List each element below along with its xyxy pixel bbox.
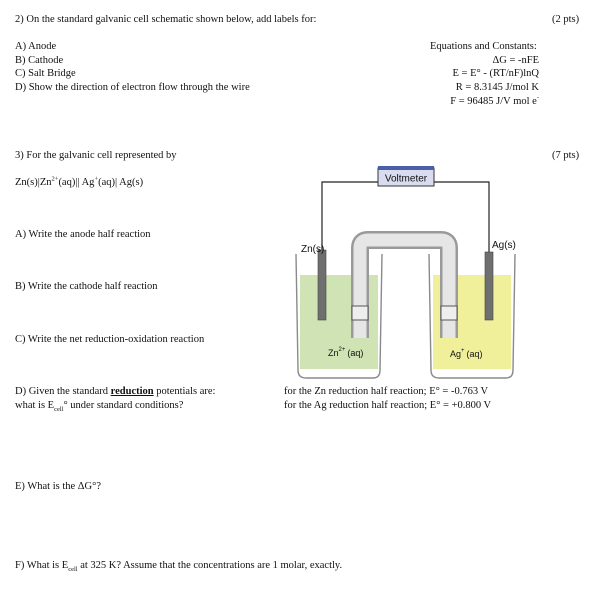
silver-electrode <box>485 252 493 320</box>
const-f: F = 96485 J/V mol e- <box>450 94 539 107</box>
zn-ion-label: $Zn^{2+}$ (aq) <box>328 347 364 358</box>
q3-part-f: F) What is $E_{cell}$ at 325 K? Assume that the concentrations are 1 molar, exactly. <box>15 560 343 574</box>
q2-item-a: A) Anode <box>15 41 57 52</box>
q2-prompt: 2) On the standard galvanic cell schematic shown below, add labels for: <box>15 14 317 25</box>
eq-nernst: E = E° - (RT/nF)lnQ <box>452 68 539 79</box>
zn-potential: for the Zn reduction half reaction; E° = -0.763 V <box>284 386 489 397</box>
zn-electrode-label: Zn(s) <box>301 244 325 255</box>
voltmeter-label: Voltmeter <box>384 173 428 185</box>
ag-ion-label: Ag+ (aq) <box>450 348 483 359</box>
q3-part-b: B) Write the cathode half reaction <box>15 281 158 292</box>
eq-gibbs: ΔG = -nFE <box>492 55 539 66</box>
left-bridge-plug <box>352 306 368 320</box>
ag-potential: for the Ag reduction half reaction; E° = +0.800 V <box>284 400 492 411</box>
q2-item-b: B) Cathode <box>15 55 64 66</box>
q2-item-c: C) Salt Bridge <box>15 68 76 79</box>
cell-notation: $Zn(s)|Zn^{2+}(aq)||$ Ag+(aq)| Ag(s) <box>15 175 144 188</box>
right-bridge-plug <box>441 306 457 320</box>
q3-part-d-line1: D) Given the standard reduction potentials are: <box>15 386 216 397</box>
q3-part-a: A) Write the anode half reaction <box>15 229 151 240</box>
q3-points: (7 pts) <box>552 150 580 161</box>
ag-electrode-label: Ag(s) <box>492 240 516 251</box>
galvanic-cell-diagram <box>290 160 530 385</box>
q2-points: (2 pts) <box>552 14 580 25</box>
const-r: R = 8.3145 J/mol K <box>455 82 539 93</box>
constants-title: Equations and Constants: <box>430 41 537 52</box>
q3-prompt: 3) For the galvanic cell represented by <box>15 150 177 161</box>
q2-item-d: D) Show the direction of electron flow through the wire <box>15 82 250 93</box>
zinc-electrode <box>318 250 326 320</box>
q3-part-e: E) What is the ΔG°? <box>15 481 101 492</box>
q3-part-d-line2: what is $E_{cell}^\circ$ under standard conditions? <box>15 400 184 414</box>
q3-part-c: C) Write the net reduction-oxidation reaction <box>15 334 205 345</box>
voltmeter-top <box>378 166 434 170</box>
